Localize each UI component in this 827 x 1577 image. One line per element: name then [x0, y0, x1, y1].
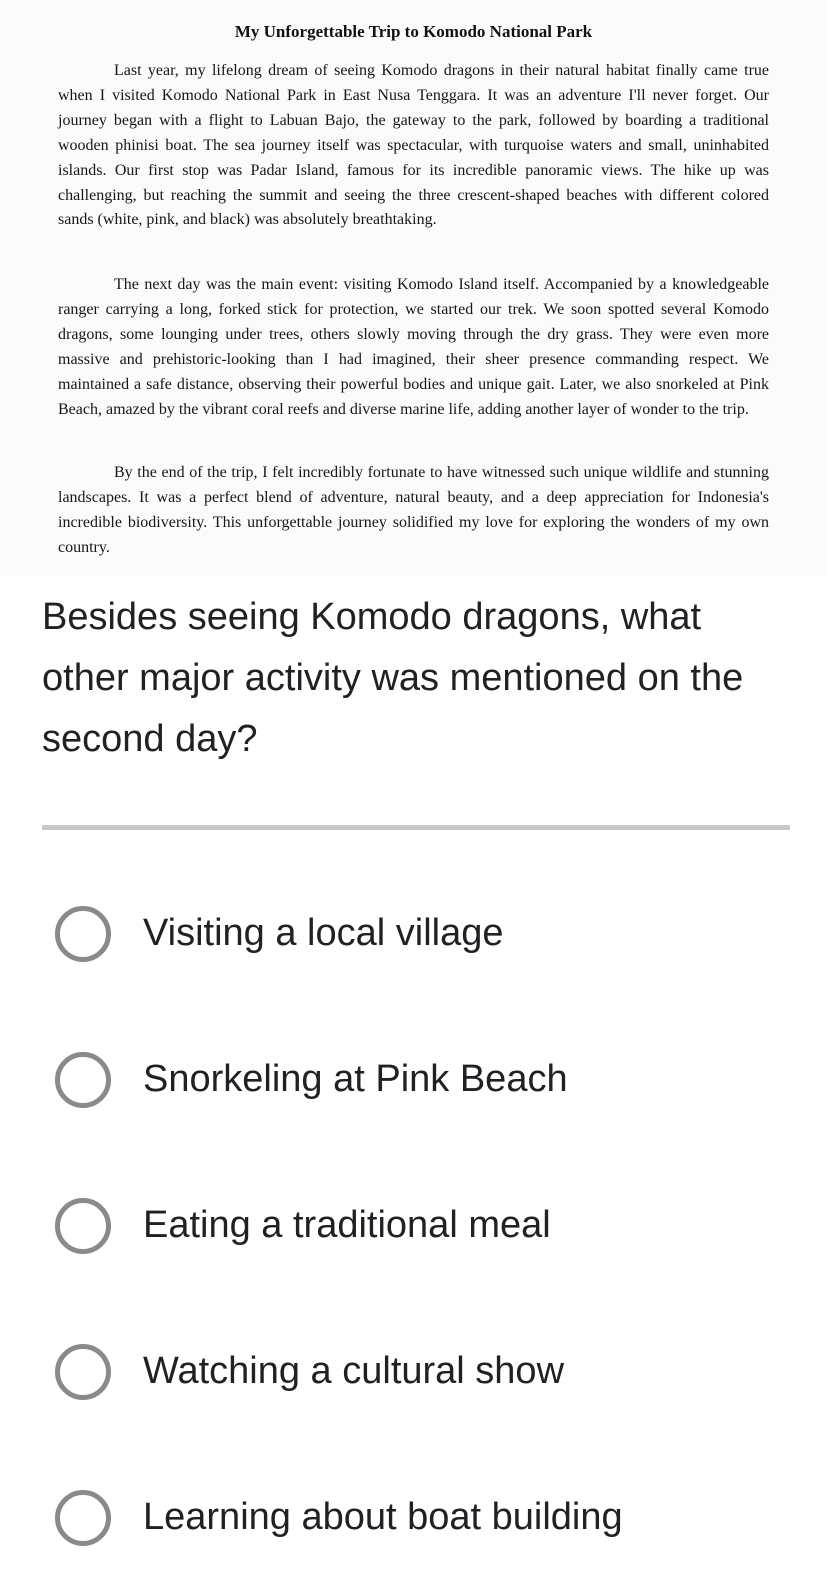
passage-paragraph: Last year, my lifelong dream of seeing Komodo dragons in their natural habitat finally came true when I visited Komodo National Park in East Nusa Tenggara. It was an adventure I'll never forget. Our journey began with a flight to Labuan Bajo, the gateway to the park, followed by boarding a traditional wooden phinisi boat. The sea journey itself was spectacular, with turquoise waters and small, uninhabited islands. Our first stop was Padar Island, famous for its incredible panoramic views. The hike up was challenging, but reaching the summit and seeing the three crescent-shaped beaches with different colored sands (white, pink, and black) was absolutely breathtaking. — [58, 62, 769, 229]
radio-button-icon[interactable] — [55, 1052, 111, 1108]
radio-button-icon[interactable] — [55, 1344, 111, 1400]
passage-paragraph: By the end of the trip, I felt incredibly fortunate to have witnessed such unique wildlife and stunning landscapes. It was a perfect blend of adventure, natural beauty, and a deep appreciation for Indonesia's incredible biodiversity. This unforgettable journey solidified my love for exploring the wonders of my own country. — [58, 464, 769, 556]
answer-option-label: Snorkeling at Pink Beach — [143, 1058, 568, 1100]
answer-option-label: Learning about boat building — [143, 1496, 623, 1538]
answer-option-watching-cultural-show[interactable] — [42, 1321, 790, 1431]
answer-option-visiting-local-village[interactable] — [42, 883, 790, 993]
answer-option-snorkeling-pink-beach[interactable] — [42, 1029, 790, 1139]
answer-option-label: Eating a traditional meal — [143, 1204, 551, 1246]
passage-title: My Unforgettable Trip to Komodo National Park — [234, 22, 593, 41]
radio-button-icon[interactable] — [55, 1490, 111, 1546]
passage-paragraph: The next day was the main event: visiting Komodo Island itself. Accompanied by a knowledgeable ranger carrying a long, forked stick for protection, we started our trek. We soon spotted several Komodo dragons, some lounging under trees, others slowly moving through the dry grass. They were even more massive and prehistoric-looking than I had imagined, their sheer presence commanding respect. We maintained a safe distance, observing their powerful bodies and unique gait. Later, we also snorkeled at Pink Beach, amazed by the vibrant coral reefs and diverse marine life, adding another layer of wonder to the trip. — [58, 276, 769, 418]
radio-button-icon[interactable] — [55, 906, 111, 962]
reading-passage — [0, 0, 827, 575]
radio-button-icon[interactable] — [55, 1198, 111, 1254]
answer-option-eating-traditional-meal[interactable] — [42, 1175, 790, 1285]
answer-option-learning-boat-building[interactable] — [42, 1467, 790, 1577]
question-text: Besides seeing Komodo dragons, what other major activity was mentioned on the second day? — [42, 596, 744, 760]
answer-option-label: Visiting a local village — [143, 912, 504, 954]
answer-option-label: Watching a cultural show — [143, 1350, 565, 1392]
question-divider — [42, 825, 790, 830]
